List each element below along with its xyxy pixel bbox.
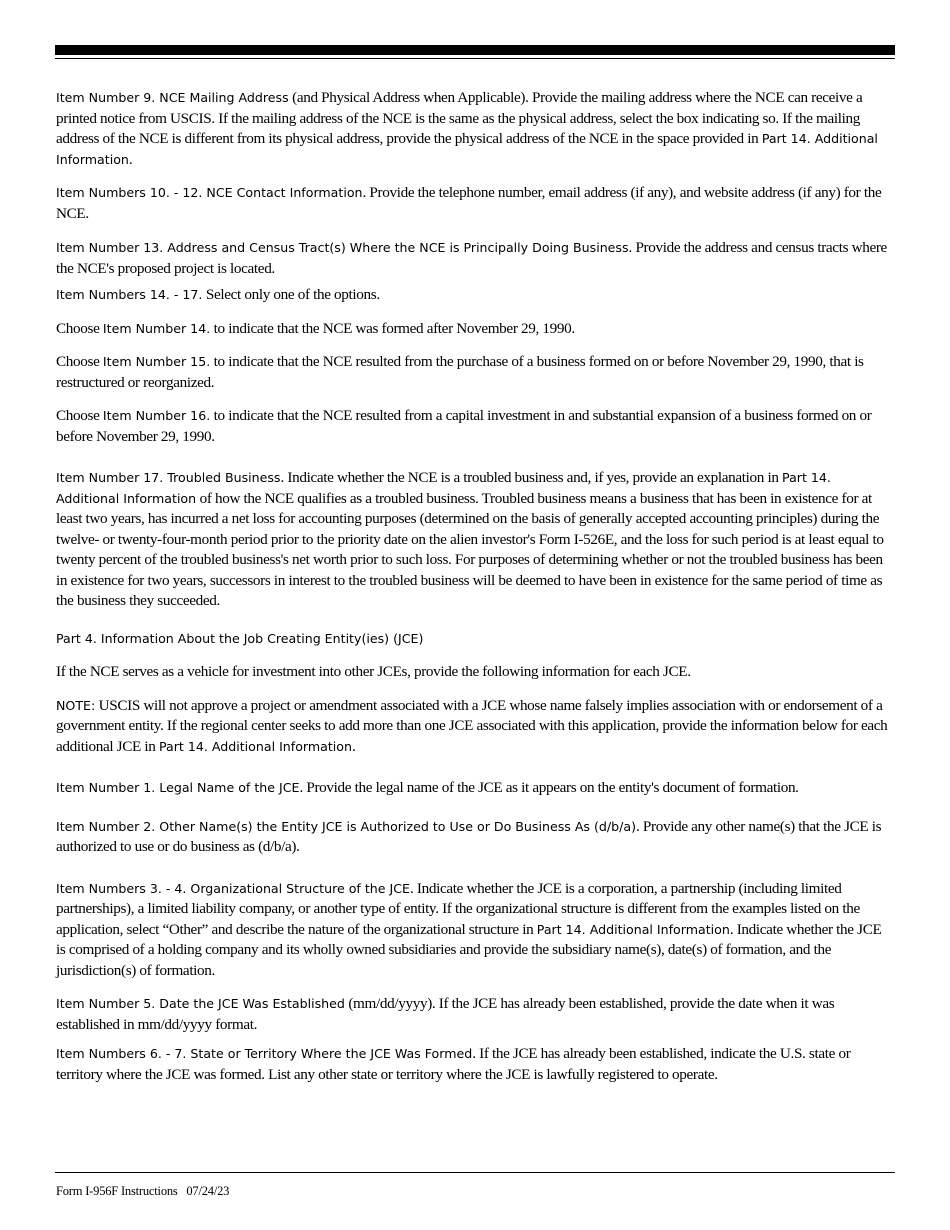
paragraph-text: . xyxy=(352,737,356,755)
item-heading: Item Number 1. Legal Name of the JCE xyxy=(56,780,300,795)
item-heading: NOTE: xyxy=(56,697,96,713)
page-footer xyxy=(56,1184,229,1199)
instruction-paragraph xyxy=(56,88,890,170)
footer-rule xyxy=(55,1172,895,1173)
paragraph-text: Choose xyxy=(56,407,103,424)
item-heading: Item Number 2. Other Name(s) the Entity JCE is Authorized to Use or Do Business As (d/b/a) xyxy=(56,818,637,834)
footer-revision-date: 07/24/23 xyxy=(186,1184,230,1198)
item-heading: Item Numbers 14. - 17. xyxy=(56,287,203,302)
instruction-paragraph xyxy=(56,994,890,1035)
paragraph-text: . xyxy=(128,150,133,168)
item-heading: Item Number 14. xyxy=(102,320,211,336)
instruction-paragraph xyxy=(56,696,890,758)
item-heading: Item Numbers 10. - 12. NCE Contact Information xyxy=(56,185,363,200)
instruction-paragraph xyxy=(56,879,890,982)
item-heading: Item Number 16. xyxy=(102,408,211,423)
item-heading: Item Numbers 6. - 7. State or Territory Where the JCE Was Formed xyxy=(56,1046,473,1061)
instruction-paragraph xyxy=(56,406,890,447)
item-heading: Part 4. Information About the Job Creating Entity(ies) (JCE) xyxy=(56,630,424,646)
item-heading: Item Number 9. NCE Mailing Address xyxy=(56,90,289,105)
paragraph-text: . Provide any other name(s) that the JCE is authorized to use or do business as (d/b/a). xyxy=(56,817,882,855)
instruction-paragraph xyxy=(56,1044,890,1085)
item-heading: Item Number 15. xyxy=(102,354,211,369)
item-heading: Part 14. Additional Information xyxy=(536,921,730,937)
header-thin-rule xyxy=(55,58,895,59)
paragraph-text: . Provide the address and census tracts where the NCE's proposed project is located. xyxy=(56,239,887,277)
instructions-body xyxy=(56,88,890,1085)
instruction-paragraph xyxy=(56,319,890,340)
item-heading: Part 14. Additional Information xyxy=(56,470,831,506)
paragraph-text: Select only one of the options. xyxy=(202,286,380,303)
paragraph-text: . Indicate whether the JCE is comprised of a holding company and its wholly owned subsidiaries and provide the subsidiary name(s), date(s) of formation, and the jurisdiction(s) of formation. xyxy=(56,920,882,979)
item-heading: Part 14. Additional Information xyxy=(158,738,352,754)
instruction-paragraph xyxy=(56,778,890,799)
paragraph-text: . Indicate whether the NCE is a troubled business and, if yes, provide an explanation in xyxy=(280,469,783,486)
paragraph-text: to indicate that the NCE was formed after November 29, 1990. xyxy=(210,319,575,337)
paragraph-text: to indicate that the NCE resulted from a capital investment in and substantial expansion of a business formed on or before November 29, 1990. xyxy=(56,407,872,445)
paragraph-text: If the NCE serves as a vehicle for investment into other JCEs, provide the following information for each JCE. xyxy=(56,663,691,680)
paragraph-text: . Indicate whether the JCE is a corporation, a partnership (including limited partnerships), a limited liability company, or another type of entity. If the organizational structure is different from the examples listed on the application, select “Other” and describe the nature of the organizational structure in xyxy=(56,879,860,938)
item-heading: Part 14. Additional Information xyxy=(56,131,878,167)
paragraph-text: (mm/dd/yyyy). If the JCE has already been established, provide the date when it was established in mm/dd/yyyy format. xyxy=(56,995,835,1033)
paragraph-text: . If the JCE has already been established, indicate the U.S. state or territory where the JCE was formed. List any other state or territory where the JCE is lawfully registered to operate. xyxy=(56,1045,851,1083)
instruction-paragraph xyxy=(56,817,890,858)
paragraph-text: (and Physical Address when Applicable). Provide the mailing address where the NCE can receive a printed notice from USCIS. If the mailing address of the NCE is the same as the physical address, select the box indicating so. If the mailing address of the NCE is different from its physical address, provide the physical address of the NCE in the space provided in xyxy=(56,89,863,147)
item-heading: Item Numbers 3. - 4. Organizational Structure of the JCE xyxy=(56,880,411,896)
item-heading: Item Number 17. Troubled Business xyxy=(56,470,281,485)
item-heading: Item Number 13. Address and Census Tract(s) Where the NCE is Principally Doing Business xyxy=(56,240,629,255)
paragraph-text: Choose xyxy=(56,353,103,370)
paragraph-text: of how the NCE qualifies as a troubled business. Troubled business means a business that has been in existence for at least two years, has incurred a net loss for accounting purposes (determined on the basis of generally accepted accounting principles) during the twelve- or twenty-four-month period prior to the priority date on the alien investor's Form I-526E, and the loss for such period is at least equal to twenty percent of the troubled business's net worth prior to such loss. For purposes of determining whether or not the troubled business has been in existence for two years, successors in interest to the troubled business will be deemed to have been in existence for the same period of time as the business they succeeded. xyxy=(56,489,884,609)
paragraph-text: Choose xyxy=(56,319,103,337)
instruction-paragraph xyxy=(56,629,890,650)
item-heading: Item Number 5. Date the JCE Was Established xyxy=(56,996,345,1011)
paragraph-text: USCIS will not approve a project or amendment associated with a JCE whose name falsely implies association with or endorsement of a government entity. If the regional center seeks to add more than one JCE associated with this application, provide the information below for each additional JCE in xyxy=(56,696,888,755)
footer-form-name: Form I-956F Instructions xyxy=(56,1184,178,1198)
instruction-paragraph xyxy=(56,238,890,279)
paragraph-text: to indicate that the NCE resulted from the purchase of a business formed on or before November 29, 1990, that is restructured or reorganized. xyxy=(56,353,864,391)
paragraph-text: . Provide the legal name of the JCE as it appears on the entity's document of formation. xyxy=(299,779,799,796)
instruction-paragraph xyxy=(56,352,890,393)
header-thick-rule xyxy=(55,45,895,55)
instruction-paragraph xyxy=(56,183,890,224)
instruction-paragraph xyxy=(56,468,890,612)
paragraph-text: . Provide the telephone number, email address (if any), and website address (if any) for the NCE. xyxy=(56,184,882,222)
instruction-paragraph xyxy=(56,285,890,306)
instruction-paragraph xyxy=(56,662,890,683)
